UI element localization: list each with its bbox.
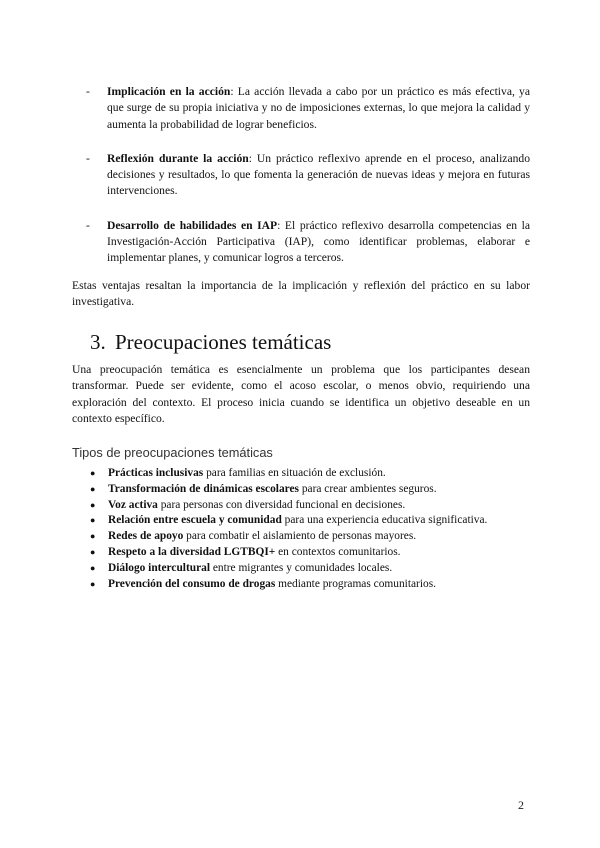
item-title: Relación entre escuela y comunidad [108, 514, 282, 527]
page-number: 2 [518, 798, 524, 812]
section-heading [90, 328, 331, 356]
advantages-list [86, 84, 530, 285]
item-title: Respeto a la diversidad LGTBQI+ [108, 545, 276, 558]
section-number: 3. [90, 330, 106, 354]
list-item [90, 513, 530, 529]
list-item [90, 466, 530, 482]
item-title: Reflexión durante la acción [107, 151, 249, 165]
item-text: para una experiencia educativa significativa. [281, 514, 488, 527]
item-text: Un práctico reflexivo aprende en el proceso, analizando decisiones y resultados, lo que fomenta la generación de nuevas ideas y mejora en futuras intervenciones. [107, 151, 530, 198]
list-item [90, 498, 530, 514]
dash-bullet: - [86, 151, 90, 165]
types-list [90, 466, 530, 592]
item-title: Desarrollo de habilidades en IAP [107, 218, 278, 232]
item-text: para familias en situación de exclusión. [203, 467, 386, 479]
bullet-dot: ● [90, 562, 96, 573]
item-title: Diálogo intercultural [108, 561, 210, 574]
item-text: mediante programas comunitarios. [275, 577, 436, 590]
item-text: en contextos comunitarios. [275, 545, 401, 558]
list-item [90, 545, 530, 561]
item-title: Transformación de dinámicas escolares [108, 482, 299, 495]
bullet-dot: ● [90, 483, 96, 494]
list-item [90, 482, 530, 498]
item-text: La acción llevada a cabo por un práctico es más efectiva, ya que surge de su propia iniciativa y no de imposiciones externas, lo que mejora la calidad y aumenta la probabilidad de lograr beneficios. [107, 85, 530, 131]
item-separator: : [277, 218, 281, 232]
list-item [90, 529, 530, 545]
dash-bullet: - [86, 218, 90, 232]
item-title: Voz activa [108, 498, 158, 511]
bullet-dot: ● [90, 531, 96, 542]
list-item [90, 561, 530, 577]
bullet-dot: ● [90, 468, 96, 478]
item-text: El práctico reflexivo desarrolla competencias en la Investigación-Acción Participativa (IAP), como identificar problemas, elaborar e implementar planes, y comunicar logros a terceros. [107, 218, 530, 265]
bullet-dot: ● [90, 515, 96, 526]
subheading: Tipos de preocupaciones temáticas [72, 445, 273, 460]
item-text: para crear ambientes seguros. [299, 482, 437, 495]
item-text: para personas con diversidad funcional en decisiones. [157, 498, 406, 511]
item-title: Prevención del consumo de drogas [108, 577, 276, 590]
summary-paragraph: Estas ventajas resaltan la importancia de la implicación y reflexión del práctico en su labor investigativa. [72, 279, 530, 309]
bullet-dot: ● [90, 578, 96, 589]
item-title: Prácticas inclusivas [108, 467, 204, 479]
bullet-dot: ● [90, 546, 96, 557]
list-item [86, 151, 530, 200]
item-text: entre migrantes y comunidades locales. [209, 561, 393, 574]
list-item [90, 577, 530, 593]
item-separator: : [248, 151, 252, 165]
item-title: Redes de apoyo [108, 530, 184, 543]
list-item [86, 218, 530, 267]
item-title: Implicación en la acción [107, 85, 231, 98]
bullet-dot: ● [90, 499, 96, 510]
dash-bullet: - [86, 85, 90, 98]
section-title: Preocupaciones temáticas [115, 330, 332, 354]
item-text: para combatir el aislamiento de personas mayores. [183, 530, 417, 543]
intro-paragraph: Una preocupación temática es esencialmente un problema que los participantes desean transformar. Puede ser evidente, como el acoso escolar, o menos obvio, requiriendo una exploración del contexto. El proceso inicia cuando se identifica un objetivo deseable en un contexto específico. [72, 363, 530, 425]
list-item [86, 84, 530, 133]
item-separator: : [230, 85, 234, 98]
